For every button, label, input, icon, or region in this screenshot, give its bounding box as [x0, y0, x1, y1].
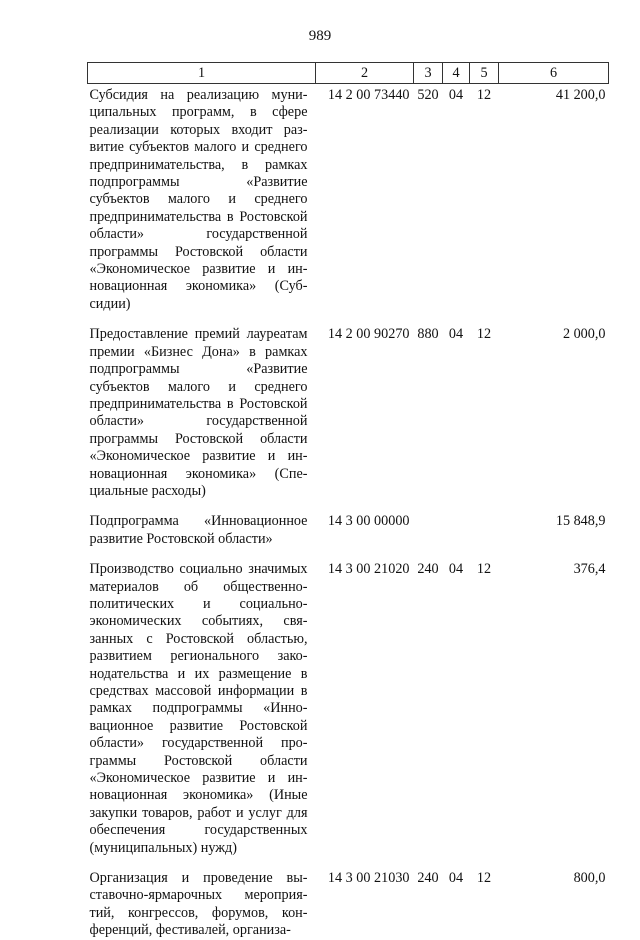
row-section: 04	[448, 561, 464, 578]
row-subsection: 12	[476, 87, 492, 103]
row-amount: 2 000,0	[562, 326, 606, 343]
row-subsection: 12	[476, 870, 492, 887]
column-header-6: 6	[499, 63, 609, 84]
row-code: 14 2 00 73440	[327, 87, 410, 103]
row-code: 14 3 00 21030	[327, 870, 410, 887]
table-row	[88, 558, 609, 867]
row-expense-type: 880	[417, 326, 439, 343]
row-section	[443, 510, 470, 558]
row-section: 04	[448, 87, 464, 103]
row-description: Субсидия на реализацию муниципальных программ, в сфере реализации которых входит развитие субъектов малого и среднего предпринимательства, в рамках подпрограммы «Развитие субъектов малого и среднего предпринимательства в Ростовской области» государственной программы Ростовской области «Экономическое развитие и инновационная экономика» (Субсидии)	[89, 87, 308, 312]
table-row	[88, 84, 609, 324]
row-amount: 800,0	[573, 870, 606, 887]
row-expense-type: 240	[417, 870, 439, 887]
budget-table	[87, 62, 609, 940]
table-row	[88, 323, 609, 510]
row-description: Организация и проведение выставочно-ярмарочных мероприятий, конгрессов, форумов, конференций, фестивалей, организа-	[89, 870, 308, 939]
row-amount: 376,4	[573, 561, 606, 578]
row-subsection	[470, 510, 499, 558]
table-row	[88, 510, 609, 558]
row-expense-type: 520	[417, 87, 439, 103]
row-amount: 41 200,0	[555, 87, 606, 103]
table-header-row	[88, 63, 609, 84]
row-code: 14 2 00 90270	[327, 326, 410, 343]
row-expense-type: 240	[417, 561, 439, 578]
column-header-1: 1	[88, 63, 316, 84]
row-description: Предоставление премий лауреатам премии «Бизнес Дона» в рамках подпрограммы «Развитие субъектов малого и среднего предпринимательства в Ростовской области» государственной программы Ростовской области «Экономическое развитие и инновационная экономика» (Специальные расходы)	[89, 326, 308, 499]
row-code: 14 3 00 00000	[327, 513, 410, 530]
row-expense-type	[414, 510, 443, 558]
row-subsection: 12	[476, 326, 492, 343]
column-header-3: 3	[414, 63, 443, 84]
column-header-2: 2	[316, 63, 414, 84]
row-section: 04	[448, 326, 464, 343]
row-section: 04	[448, 870, 464, 887]
row-subsection: 12	[476, 561, 492, 578]
page-number: 989	[308, 28, 332, 44]
row-code: 14 3 00 21020	[327, 561, 410, 578]
column-header-5: 5	[470, 63, 499, 84]
row-amount: 15 848,9	[555, 513, 606, 530]
row-description: Производство социально значимых материалов об общественно-политических и социально-экономических событиях, связанных с Ростовской областью, развитием регионального законодательства и их размещение в средствах массовой информации в рамках подпрограммы «Инновационное развитие Ростовской области» государственной программы Ростовской области «Экономическое развитие и инновационная экономика» (Иные закупки товаров, работ и услуг для обеспечения государственных (муниципальных) нужд)	[89, 561, 308, 856]
table-row	[88, 867, 609, 940]
row-description: Подпрограмма «Инновационное развитие Ростовской области»	[89, 513, 308, 547]
column-header-4: 4	[443, 63, 470, 84]
